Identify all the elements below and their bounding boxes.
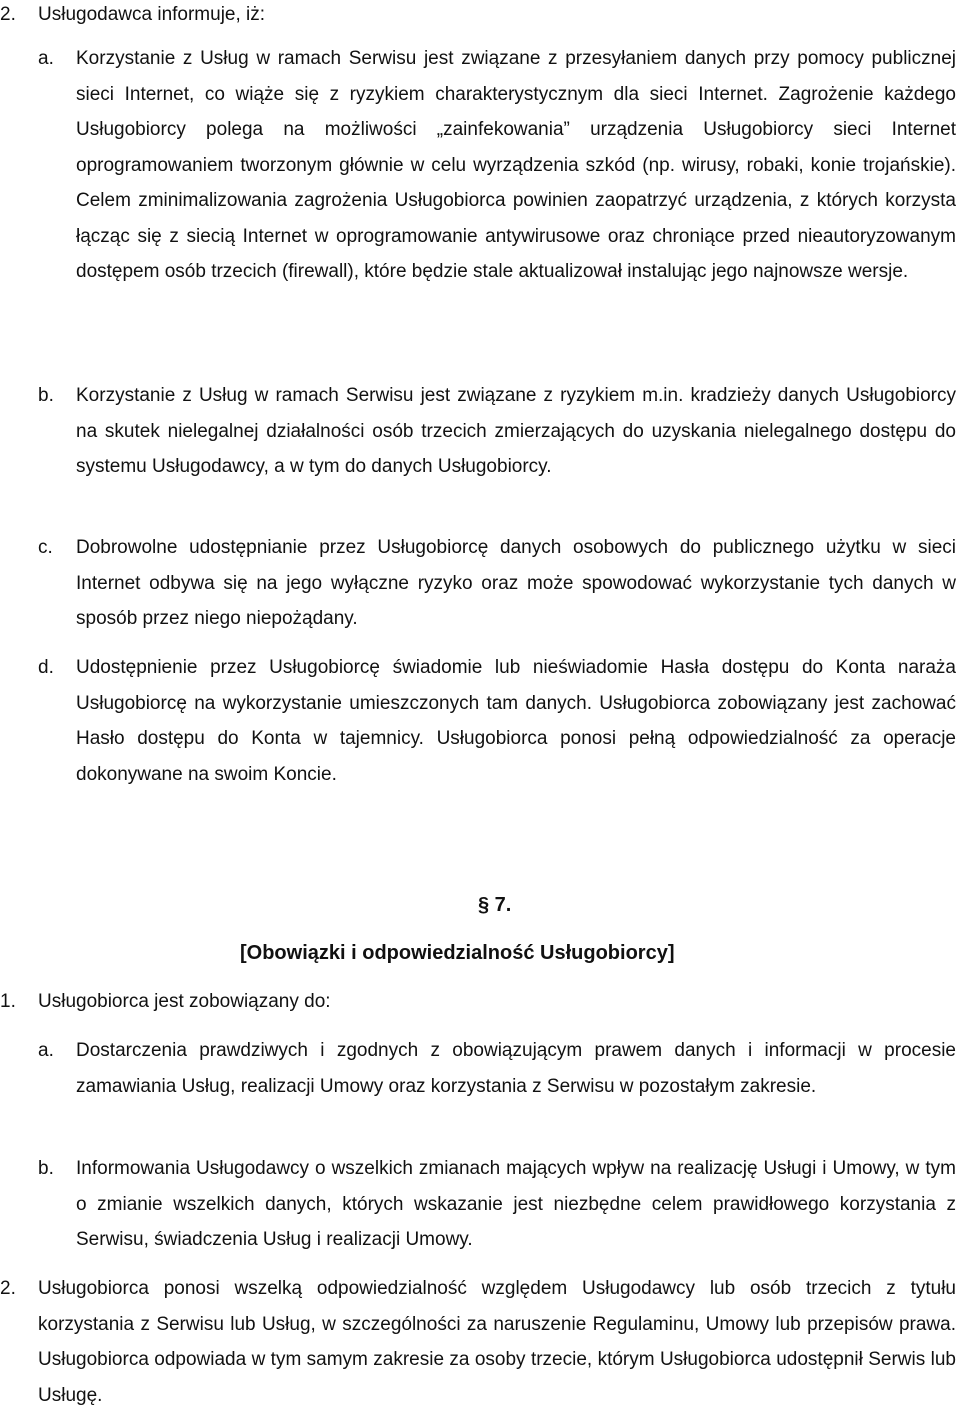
intro-item-c-text: Dobrowolne udostępnianie przez Usługobiorcę danych osobowych do publicznego użytku w sieci Internet odbywa się na jego wyłączne ryzyko oraz może spowodować wykorzystanie tych danych w sposób przez niego niepożądany. (76, 537, 956, 629)
intro-item-c-letter: c. (38, 537, 53, 558)
obligations-item-b-text: Informowania Usługodawcy o wszelkich zmianach mających wpływ na realizację Usługi i Umowy, w tym o zmianie wszelkich danych, których wskazanie jest niezbędne celem prawidłowego korzystania z Serwisu, świadczenia Usług i realizacji Umowy. (76, 1158, 956, 1250)
intro-item-d-text: Udostępnienie przez Usługobiorcę świadomie lub nieświadomie Hasła dostępu do Konta naraża Usługobiorcę na wykorzystanie umieszczonych tam danych. Usługobiorca zobowiązany jest zachować Hasło dostępu do Konta w tajemnicy. Usługobiorca ponosi pełną odpowiedzialność za operacje dokonywane na swoim Koncie. (76, 657, 956, 785)
obligations-item-a-letter: a. (38, 1040, 54, 1061)
obligations-item-b-letter: b. (38, 1158, 54, 1179)
intro-item-a-text: Korzystanie z Usług w ramach Serwisu jest związane z przesyłaniem danych przy pomocy publicznej sieci Internet, co wiąże się z ryzykiem charakterystycznym dla sieci Internet. Zagrożenie każdego Usługobiorcy polega na możliwości „zainfekowania” urządzenia Usługobiorcy sieci Internet oprogramowaniem tworzonym głównie w celu wyrządzenia szkód (np. wirusy, robaki, konie trojańskie). Celem zminimalizowania zagrożenia Usługobiorca powinien zaopatrzyć urządzenia, z których korzysta łącząc się z siecią Internet w oprogramowanie antywirusowe oraz chroniące przed nieautoryzowanym dostępem osób trzecich (firewall), które będzie stale aktualizował instalując jego najnowsze wersje. (76, 48, 956, 282)
intro-item-a-letter: a. (38, 48, 54, 69)
section-title: [Obowiązki i odpowiedzialność Usługobiorcy] (240, 942, 675, 964)
intro-text: Usługodawca informuje, iż: (38, 4, 266, 25)
obligations-number: 1. (0, 991, 16, 1012)
liability-number: 2. (0, 1278, 16, 1299)
obligations-item-a-text: Dostarczenia prawdziwych i zgodnych z obowiązującym prawem danych i informacji w procesie zamawiania Usług, realizacji Umowy oraz korzystania z Serwisu w pozostałym zakresie. (76, 1040, 956, 1097)
intro-item-b-text: Korzystanie z Usług w ramach Serwisu jest związane z ryzykiem m.in. kradzieży danych Usługobiorcy na skutek nielegalnej działalności osób trzecich zmierzających do uzyskania nielegalnego dostępu do systemu Usługodawcy, a w tym do danych Usługobiorcy. (76, 385, 956, 477)
obligations-text: Usługobiorca jest zobowiązany do: (38, 991, 331, 1012)
section-number: § 7. (478, 894, 512, 916)
intro-number: 2. (0, 4, 16, 25)
intro-item-b-letter: b. (38, 385, 54, 406)
intro-item-d-letter: d. (38, 657, 54, 678)
liability-text: Usługobiorca ponosi wszelką odpowiedzialność względem Usługodawcy lub osób trzecich z tytułu korzystania z Serwisu lub Usług, w szczególności za naruszenie Regulaminu, Umowy lub przepisów prawa. Usługobiorca odpowiada w tym samym zakresie za osoby trzecie, którym Usługobiorca udostępnił Serwis lub Usługę. (38, 1278, 956, 1406)
